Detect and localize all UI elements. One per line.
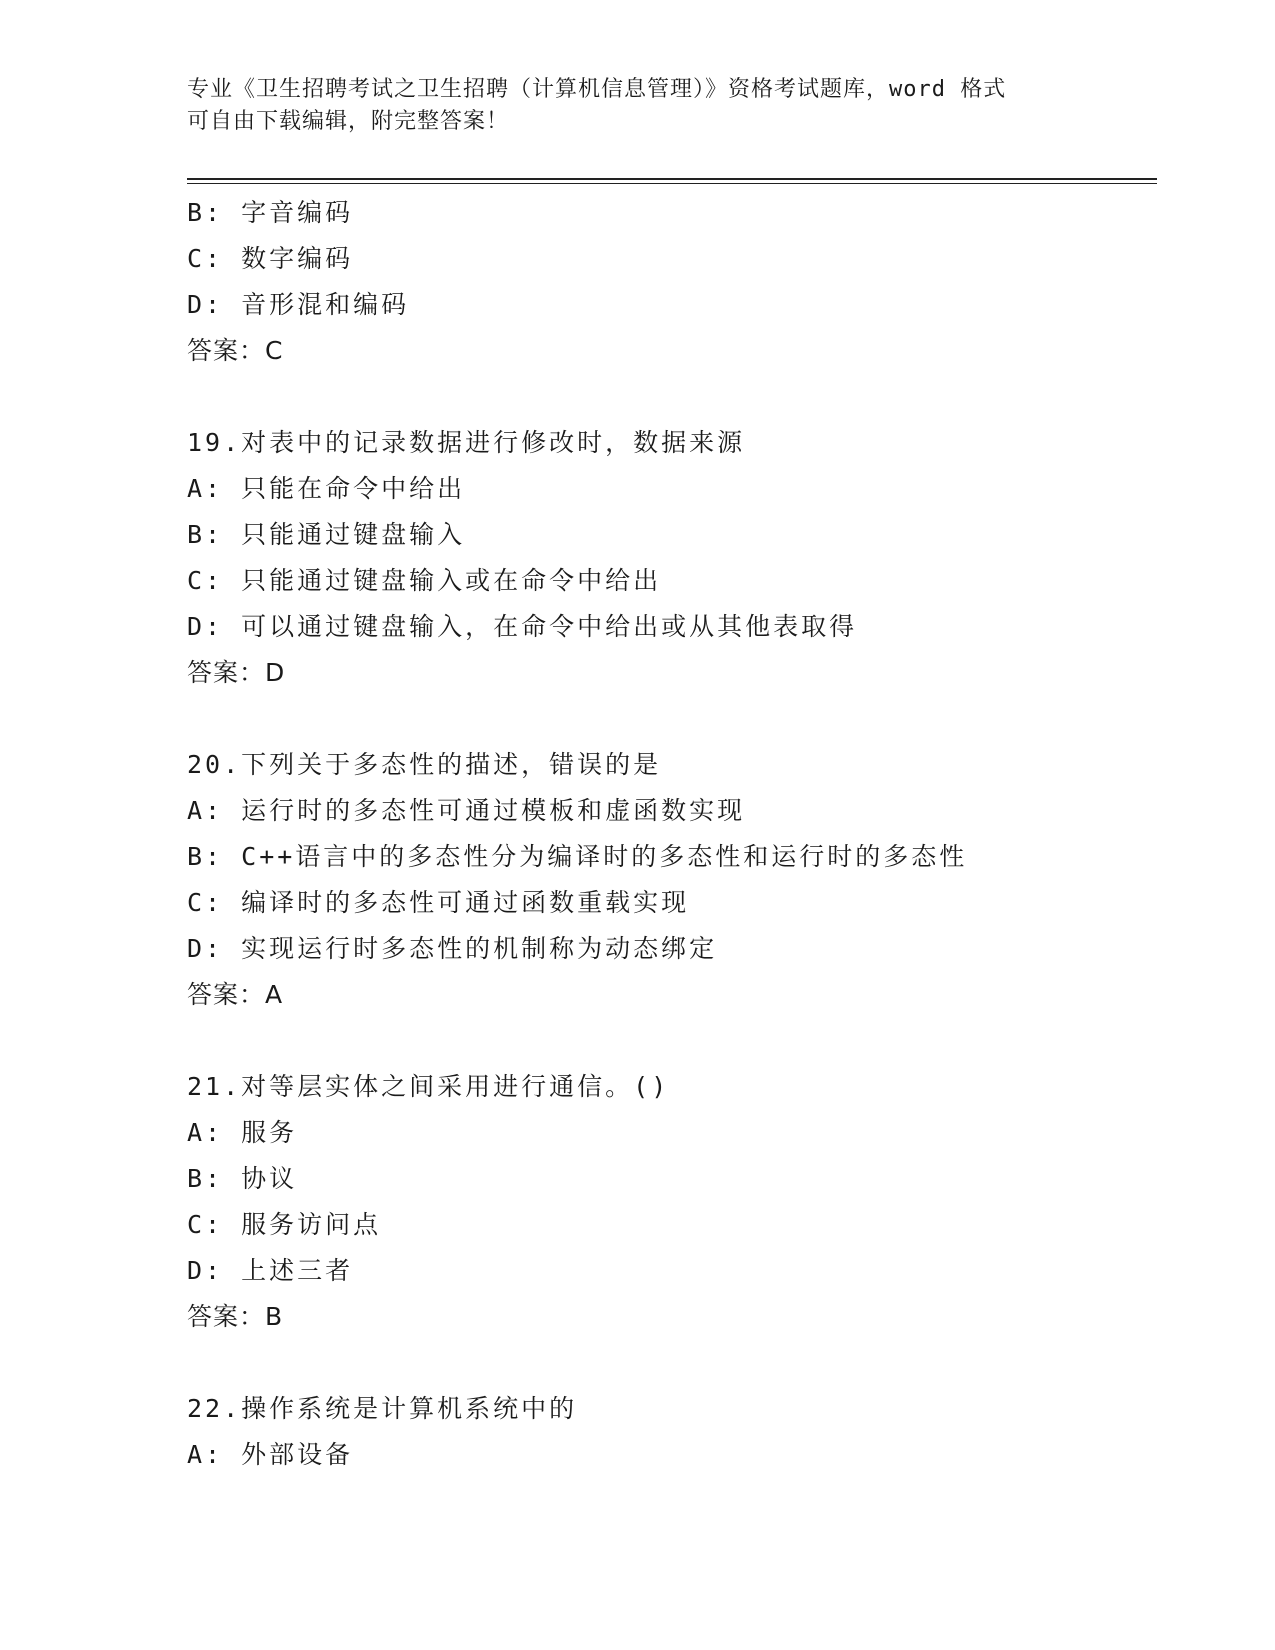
header-line-2: 可自由下载编辑，附完整答案！ xyxy=(187,109,510,134)
header-divider-thin xyxy=(187,183,1157,184)
question-block xyxy=(187,420,1167,696)
question-block xyxy=(187,190,1167,374)
header-line-1: 专业《卫生招聘考试之卫生招聘（计算机信息管理）》资格考试题库，word 格式 xyxy=(187,77,1007,102)
answer-line: 答案：D xyxy=(187,658,286,687)
answer-line: 答案：C xyxy=(187,336,284,365)
question-block xyxy=(187,1064,1167,1340)
document-header xyxy=(187,74,1067,138)
option-a: A: 运行时的多态性可通过模板和虚函数实现 xyxy=(187,796,746,825)
spacer xyxy=(187,1018,1167,1064)
question-list xyxy=(187,190,1167,1478)
option-c: C: 只能通过键盘输入或在命令中给出 xyxy=(187,566,662,595)
question-text: 22.操作系统是计算机系统中的 xyxy=(187,1394,578,1423)
answer-line: 答案：A xyxy=(187,980,284,1009)
spacer xyxy=(187,696,1167,742)
option-a: A: 只能在命令中给出 xyxy=(187,474,466,503)
option-d: D: 实现运行时多态性的机制称为动态绑定 xyxy=(187,934,718,963)
option-b: B: 字音编码 xyxy=(187,198,354,227)
option-a: A: 服务 xyxy=(187,1118,298,1147)
option-b: B: 协议 xyxy=(187,1164,298,1193)
option-b: B: C++语言中的多态性分为编译时的多态性和运行时的多态性 xyxy=(187,842,968,871)
option-a: A: 外部设备 xyxy=(187,1440,354,1469)
spacer xyxy=(187,374,1167,420)
question-block xyxy=(187,742,1167,1018)
question-text: 19.对表中的记录数据进行修改时，数据来源 xyxy=(187,428,746,457)
question-block xyxy=(187,1386,1167,1478)
option-c: C: 数字编码 xyxy=(187,244,354,273)
spacer xyxy=(187,1340,1167,1386)
option-c: C: 编译时的多态性可通过函数重载实现 xyxy=(187,888,690,917)
option-c: C: 服务访问点 xyxy=(187,1210,382,1239)
option-b: B: 只能通过键盘输入 xyxy=(187,520,466,549)
option-d: D: 可以通过键盘输入，在命令中给出或从其他表取得 xyxy=(187,612,858,641)
header-divider-thick xyxy=(187,178,1157,180)
question-text: 20.下列关于多态性的描述，错误的是 xyxy=(187,750,662,779)
answer-line: 答案：B xyxy=(187,1302,284,1331)
option-d: D: 上述三者 xyxy=(187,1256,354,1285)
option-d: D: 音形混和编码 xyxy=(187,290,410,319)
question-text: 21.对等层实体之间采用进行通信。() xyxy=(187,1072,670,1101)
